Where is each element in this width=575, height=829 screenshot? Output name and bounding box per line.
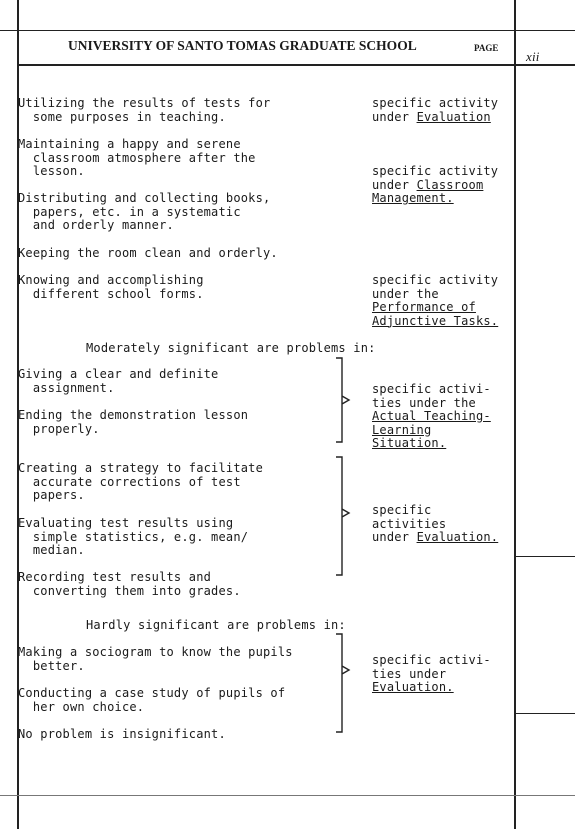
top-rule — [0, 30, 575, 31]
margin-tick-1 — [514, 556, 575, 557]
bracket-group-1 — [330, 356, 360, 446]
list-item: Giving a clear and definite assignment. — [18, 367, 219, 395]
margin-tick-2 — [514, 713, 575, 714]
bracket-group-3 — [330, 632, 360, 736]
list-item: Making a sociogram to know the pupils better. — [18, 645, 293, 673]
bottom-rule — [0, 795, 575, 796]
activity-note: specific activity under Evaluation — [372, 96, 499, 124]
closing-line: No problem is insignificant. — [18, 727, 226, 741]
page-number: xii — [526, 49, 540, 64]
list-item: Recording test results and converting them into grades. — [18, 570, 241, 598]
page-title: UNIVERSITY OF SANTO TOMAS GRADUATE SCHOOL — [68, 38, 417, 53]
section-heading: Moderately significant are problems in: — [86, 341, 376, 355]
header-rule — [18, 64, 575, 66]
list-item: Ending the demonstration lesson properly. — [18, 408, 249, 436]
page-label: PAGE — [474, 43, 499, 53]
activity-note: specific activity under Classroom Management. — [372, 164, 499, 205]
list-item: Keeping the room clean and orderly. — [18, 246, 278, 260]
list-item: Distributing and collecting books, papers, etc. in a systematic and orderly manner. — [18, 191, 271, 232]
section-heading: Hardly significant are problems in: — [86, 618, 346, 632]
list-item: Evaluating test results using simple statistics, e.g. mean/ median. — [18, 516, 249, 557]
list-item: Conducting a case study of pupils of her own choice. — [18, 686, 286, 714]
activity-note: specific activities under Evaluation. — [372, 503, 499, 544]
list-item: Knowing and accomplishing different school forms. — [18, 273, 204, 301]
right-margin-rule — [514, 0, 516, 829]
list-item: Maintaining a happy and serene classroom atmosphere after the lesson. — [18, 137, 256, 178]
activity-note: specific activi- ties under the Actual Teaching- Learning Situation. — [372, 382, 491, 450]
list-item: Creating a strategy to facilitate accurate corrections of test papers. — [18, 461, 264, 502]
activity-note: specific activity under the Performance of Adjunctive Tasks. — [372, 273, 499, 328]
bracket-group-2 — [330, 455, 360, 579]
list-item: Utilizing the results of tests for some purposes in teaching. — [18, 96, 271, 124]
activity-note: specific activi- ties under Evaluation. — [372, 653, 491, 694]
